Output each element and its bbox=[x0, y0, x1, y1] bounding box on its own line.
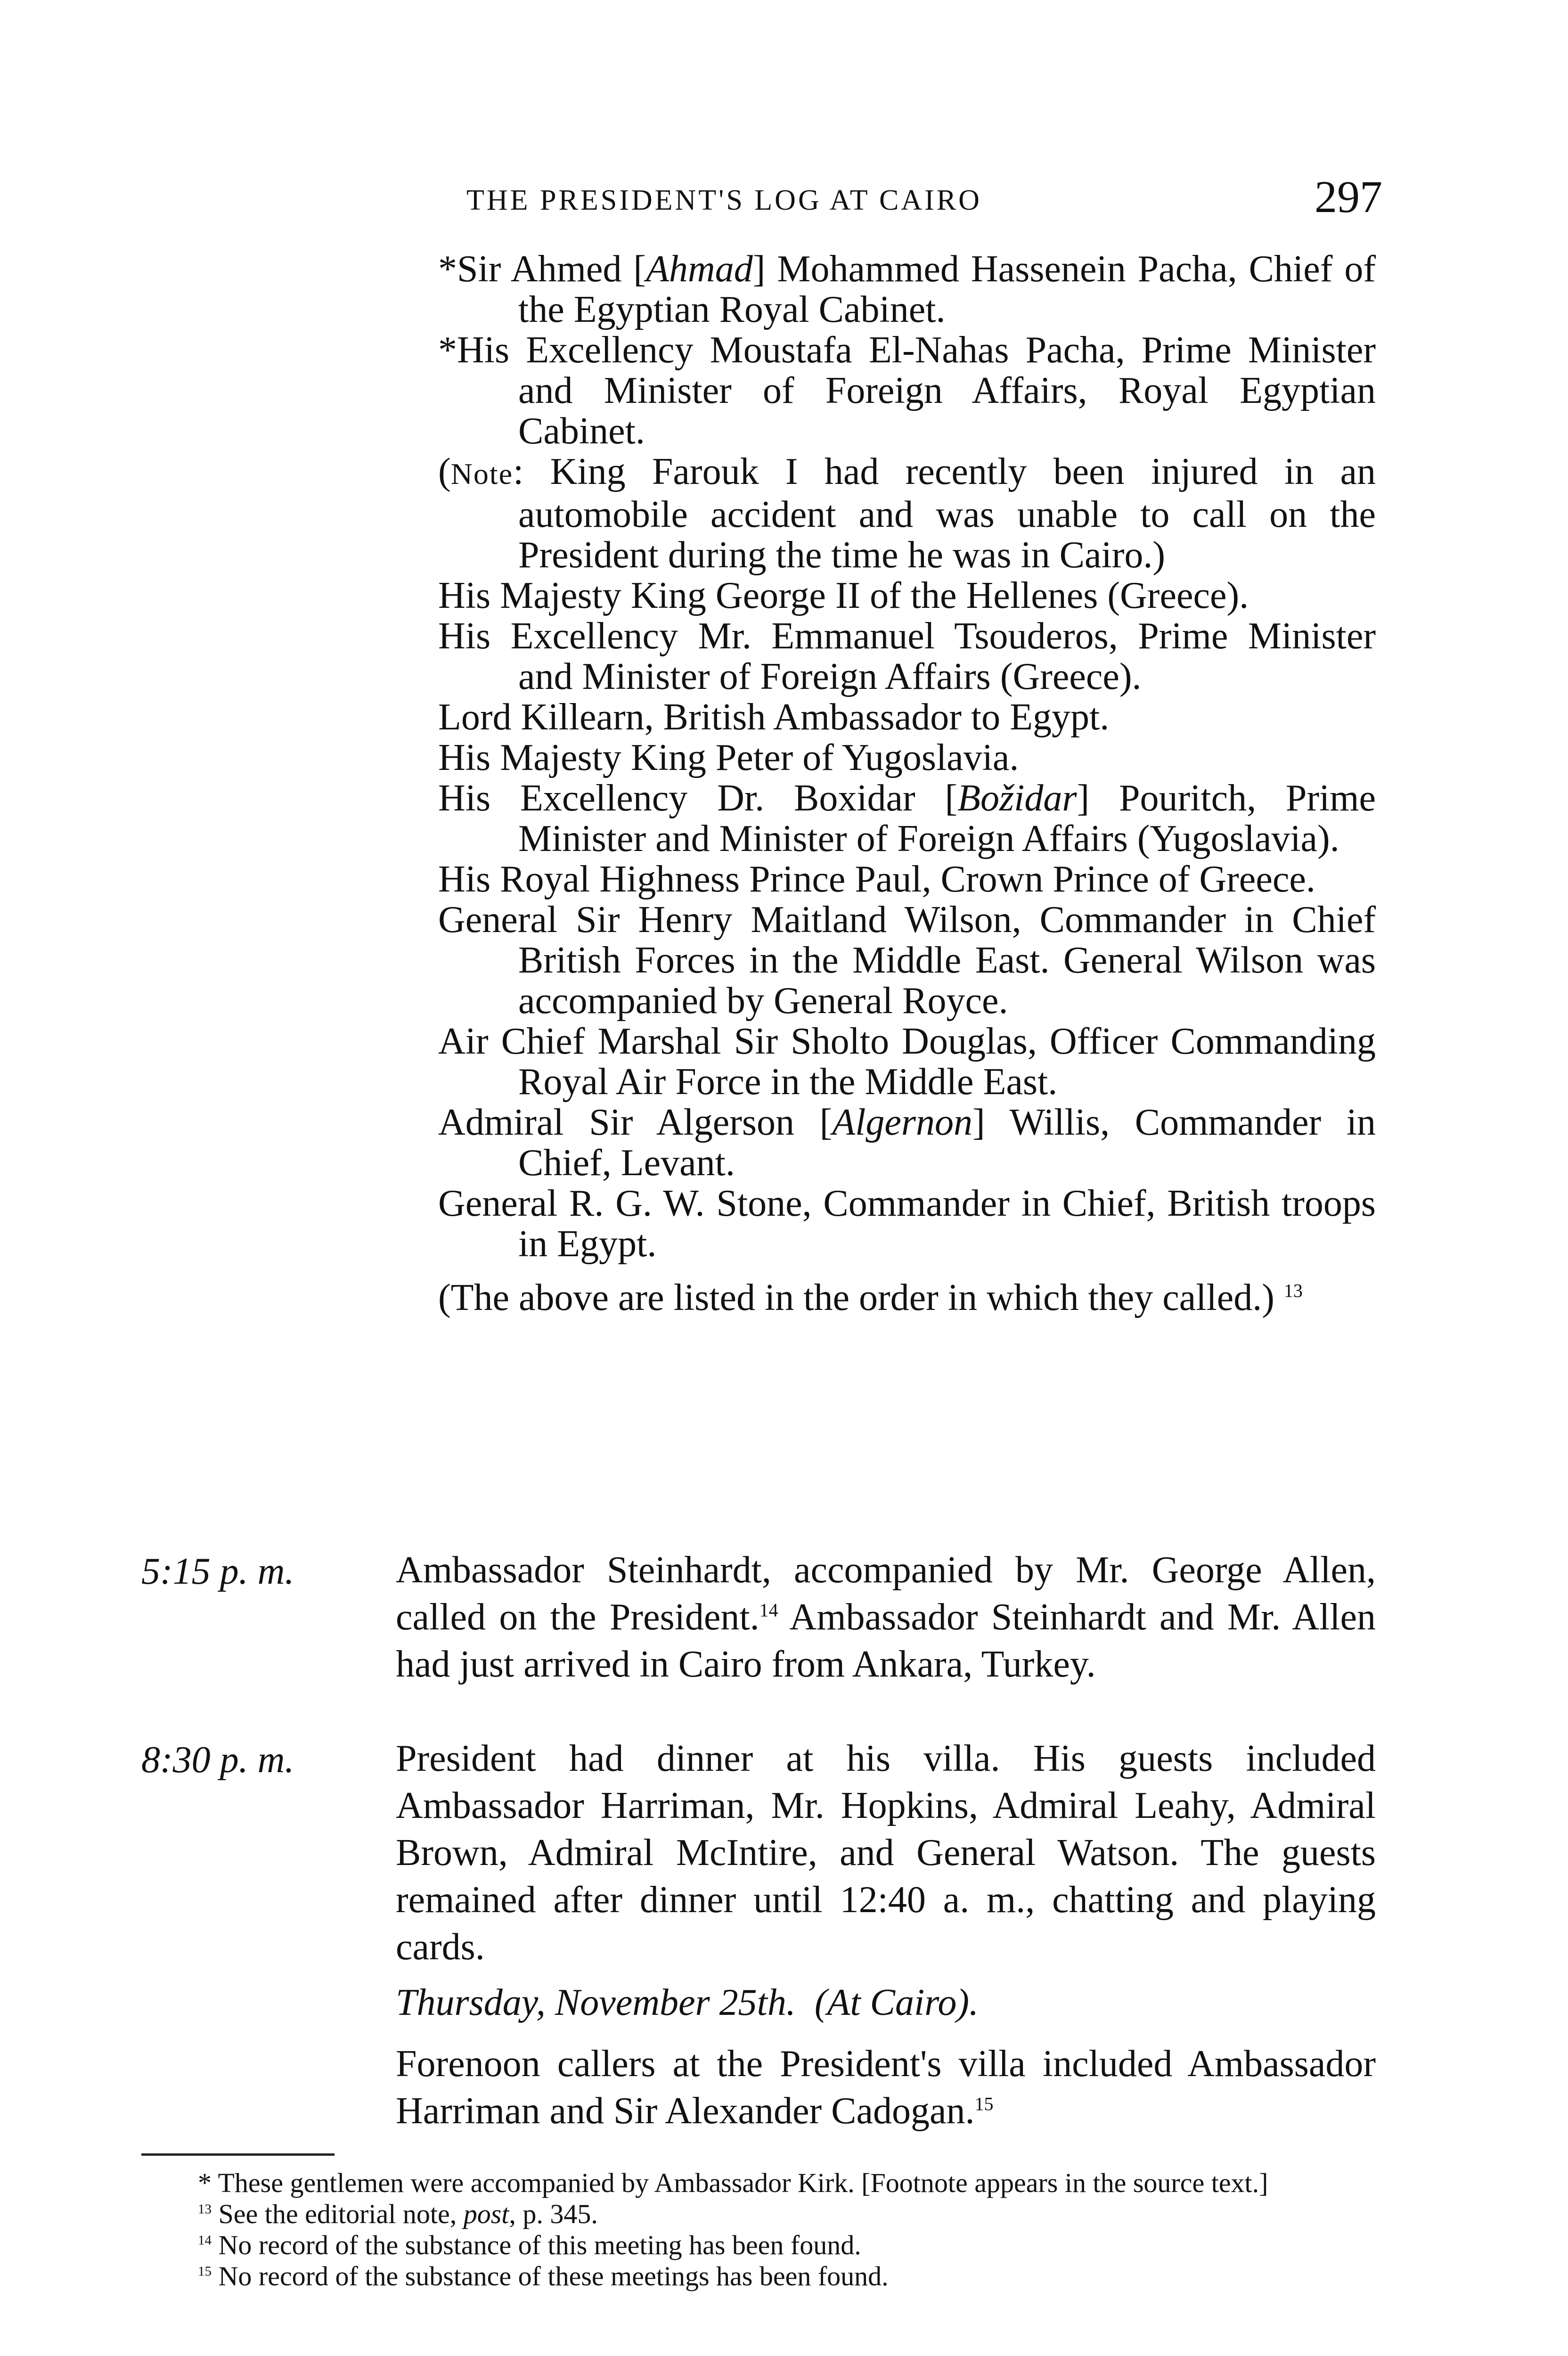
footnote: $^{14}$ No record of the substance of this meeting has been found. bbox=[198, 2230, 861, 2260]
footnote-rule bbox=[141, 2153, 335, 2156]
date-heading: Thursday, November 25th. (At Cairo). bbox=[396, 1982, 979, 2023]
caller-entry: General Sir Henry Maitland Wilson, Commander in Chief British Forces in the Middle East. General Wilson was accompanied by General Royce. bbox=[438, 899, 1376, 1022]
caller-entry: Admiral Sir Algerson [Algernon] Willis, Commander in Chief, Levant. bbox=[438, 1102, 1376, 1184]
caller-entry: His Majesty King George II of the Hellenes (Greece). bbox=[438, 575, 1249, 616]
entry-time: 5:15 p. m. bbox=[141, 1551, 294, 1592]
page-number: 297 bbox=[1315, 172, 1382, 222]
caller-entry: His Royal Highness Prince Paul, Crown Prince of Greece. bbox=[438, 859, 1315, 900]
footnotes bbox=[141, 2168, 1376, 2292]
log-entry-dinner: President had dinner at his villa. His guests included Ambassador Harriman, Mr. Hopkins, Admiral Leahy, Admiral Brown, Admiral McIntire, and General Watson. The guests remained after dinner until 12:40 a. m., chatting and playing cards. bbox=[396, 1738, 1376, 1968]
caller-entry: His Excellency Mr. Emmanuel Tsouderos, Prime Minister and Minister of Foreign Affairs (Greece). bbox=[438, 615, 1376, 697]
log-entry-steinhardt: Ambassador Steinhardt, accompanied by Mr. George Allen, called on the President.$^{14}$ Ambassador Steinhardt and Mr. Allen had just arrived in Cairo from Ankara, Turkey. bbox=[396, 1549, 1376, 1685]
footnote: $^{13}$ See the editorial note, post, p. 345. bbox=[198, 2199, 598, 2229]
footnote: $^{15}$ No record of the substance of these meetings has been found. bbox=[198, 2261, 889, 2291]
running-head: THE PRESIDENT'S LOG AT CAIRO bbox=[466, 184, 982, 216]
callers-list bbox=[438, 249, 1376, 1318]
caller-entry: General R. G. W. Stone, Commander in Chief, British troops in Egypt. bbox=[438, 1183, 1376, 1265]
caller-entry: His Majesty King Peter of Yugoslavia. bbox=[438, 737, 1019, 778]
caller-entry: His Excellency Dr. Boxidar [Božidar] Pouritch, Prime Minister and Minister of Foreign Affairs (Yugoslavia). bbox=[438, 777, 1376, 859]
entry-time: 8:30 p. m. bbox=[141, 1739, 294, 1781]
listed-order-note: (The above are listed in the order in which they called.) $^{13}$ bbox=[438, 1277, 1303, 1318]
footnote: * These gentlemen were accompanied by Ambassador Kirk. [Footnote appears in the source text.] bbox=[198, 2168, 1268, 2198]
caller-entry: Air Chief Marshal Sir Sholto Douglas, Officer Commanding Royal Air Force in the Middle East. bbox=[438, 1021, 1376, 1103]
caller-note: (Note: King Farouk I had recently been injured in an automobile accident and was unable to call on the President during the time he was in Cairo.) bbox=[438, 451, 1376, 576]
caller-entry: Lord Killearn, British Ambassador to Egypt. bbox=[438, 696, 1110, 738]
forenoon-callers: Forenoon callers at the President's villa included Ambassador Harriman and Sir Alexander Cadogan.$^{15}$ bbox=[396, 2043, 1376, 2132]
caller-entry: *Sir Ahmed [Ahmad] Mohammed Hassenein Pacha, Chief of the Egyptian Royal Cabinet. bbox=[438, 248, 1376, 330]
caller-entry: *His Excellency Moustafa El-Nahas Pacha, Prime Minister and Minister of Foreign Affairs, Royal Egyptian Cabinet. bbox=[438, 329, 1376, 452]
